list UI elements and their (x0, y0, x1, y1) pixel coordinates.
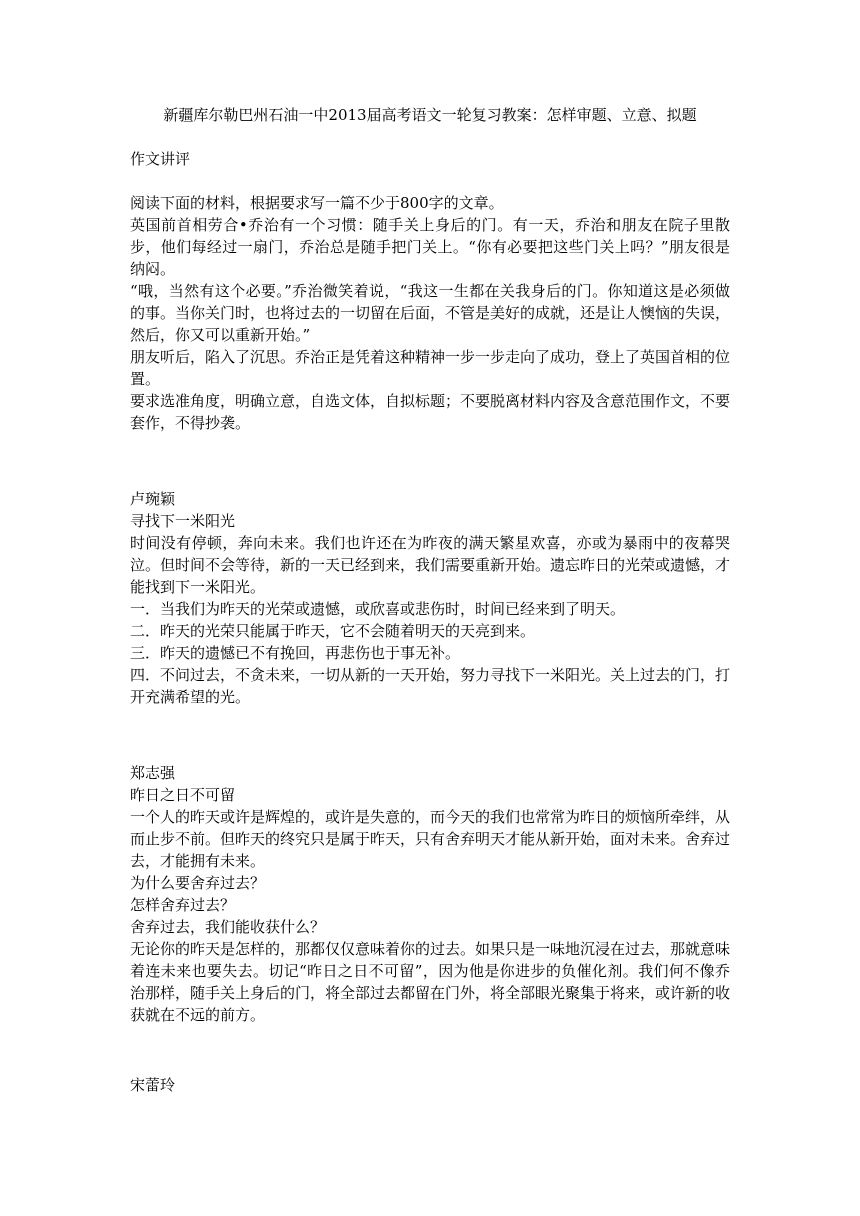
essay-author: 宋蕾玲 (130, 1076, 176, 1094)
essay-paragraph: 怎样舍弃过去？ (130, 896, 236, 914)
prompt-paragraph: 阅读下面的材料，根据要求写一篇不少于800字的文章。 (130, 194, 504, 212)
document-title: 新疆库尔勒巴州石油一中2013届高考语文一轮复习教案：怎样审题、立意、拟题 (163, 106, 697, 124)
essay-2 (130, 762, 730, 1026)
essay-1 (130, 488, 730, 708)
essay-paragraph: 为什么要舍弃过去？ (130, 874, 266, 892)
essay-paragraph: 三．昨天的遗憾已不有挽回，再悲伤也于事无补。 (130, 644, 461, 662)
essay-paragraph: 无论你的昨天是怎样的，那都仅仅意味着你的过去。如果只是一味地沉浸在过去，那就意味着连未来也要失去。切记“昨日之日不可留”，因为他是你进步的负催化剂。我们何不像乔治那样，随手关上身后的门，将全部过去都留在门外，将全部眼光聚集于将来，或许新的收获就在不远的前方。 (130, 940, 731, 1024)
essay-title: 昨日之日不可留 (130, 786, 236, 804)
prompt-block (130, 192, 730, 434)
essay-paragraph: 时间没有停顿，奔向未来。我们也许还在为昨夜的满天繁星欢喜，亦或为暴雨中的夜幕哭泣。但时间不会等待，新的一天已经到来，我们需要重新开始。遗忘昨日的光荣或遗憾，才能找到下一米阳光。 (130, 534, 731, 596)
prompt-paragraph: “哦，当然有这个必要。”乔治微笑着说，“我这一生都在关我身后的门。你知道这是必须做的事。当你关门时，也将过去的一切留在后面，不管是美好的成就，还是让人懊恼的失误，然后，你又可以重新开始。” (130, 282, 731, 344)
essay-paragraph: 二．昨天的光荣只能属于昨天，它不会随着明天的天亮到来。 (130, 622, 536, 640)
essay-3 (130, 1074, 730, 1096)
prompt-paragraph: 要求选准角度，明确立意，自选文体，自拟标题；不要脱离材料内容及含意范围作文，不要套作，不得抄袭。 (130, 392, 731, 432)
section-heading: 作文讲评 (130, 150, 191, 168)
essay-title: 寻找下一米阳光 (130, 512, 236, 530)
essay-author: 郑志强 (130, 764, 176, 782)
prompt-paragraph: 朋友听后，陷入了沉思。乔治正是凭着这种精神一步一步走向了成功，登上了英国首相的位置。 (130, 348, 731, 388)
essay-paragraph: 一个人的昨天或许是辉煌的，或许是失意的，而今天的我们也常常为昨日的烦恼所牵绊，从而止步不前。但昨天的终究只是属于昨天，只有舍弃明天才能从新开始，面对未来。舍弃过去，才能拥有未来。 (130, 808, 731, 870)
essay-paragraph: 一．当我们为昨天的光荣或遗憾，或欣喜或悲伤时，时间已经来到了明天。 (130, 600, 626, 618)
essay-author: 卢琬颖 (130, 490, 176, 508)
essay-paragraph: 舍弃过去，我们能收获什么？ (130, 918, 326, 936)
section-heading-block (130, 148, 730, 170)
essay-paragraph: 四．不问过去，不贪未来，一切从新的一天开始，努力寻找下一米阳光。关上过去的门，打开充满希望的光。 (130, 666, 731, 706)
prompt-paragraph: 英国前首相劳合•乔治有一个习惯：随手关上身后的门。有一天，乔治和朋友在院子里散步，他们每经过一扇门，乔治总是随手把门关上。“你有必要把这些门关上吗？”朋友很是纳闷。 (130, 216, 730, 278)
